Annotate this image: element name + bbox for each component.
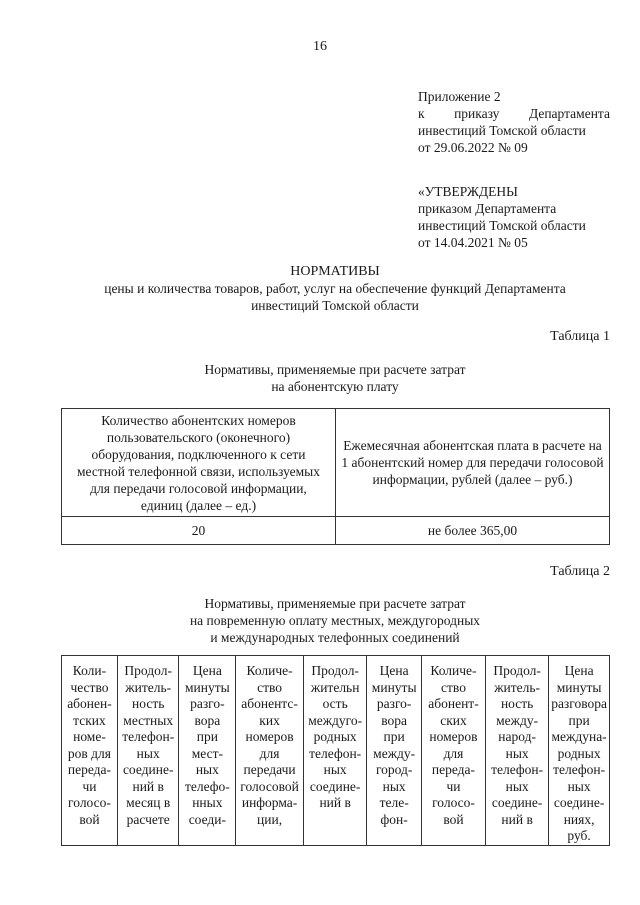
- table-row: [62, 517, 610, 545]
- table-cell-text: информа-: [241, 795, 298, 810]
- table-cell-text: ных: [505, 778, 529, 794]
- table1-caption: [60, 361, 610, 395]
- table-cell-text: жительн: [310, 679, 360, 695]
- table-cell-text: чи: [446, 778, 461, 794]
- table2-header-cell: [421, 656, 485, 846]
- table-cell-text: номеров: [429, 729, 478, 744]
- document-title: [60, 263, 610, 314]
- table2-caption-line: и международных телефонных соединений: [210, 630, 460, 645]
- appendix-block: [418, 88, 610, 156]
- table-cell-text: народ-: [498, 729, 536, 744]
- table-cell-text: для: [259, 745, 280, 761]
- table-cell-text: номе-: [73, 729, 106, 744]
- approved-line: приказом Департамента: [418, 201, 557, 216]
- table-cell-text: голосовой: [240, 778, 299, 794]
- table-cell-text: ость: [322, 696, 348, 711]
- table-cell-text: родных: [557, 745, 601, 761]
- table2-header-cell: [179, 656, 236, 846]
- table-cell-text: местной телефонной связи, используемых: [76, 463, 320, 479]
- table-cell-text: Продол-: [124, 663, 172, 678]
- table-cell-text: ских: [440, 712, 467, 728]
- table-cell-text: телефон-: [491, 762, 544, 777]
- table-cell-text: ных: [567, 778, 591, 794]
- table-cell-text: ство: [441, 679, 466, 695]
- table-cell-text: минуты: [371, 679, 417, 695]
- table-cell-text: 1 абонентский номер для передачи голосовой: [341, 455, 604, 470]
- table-cell-text: теле-: [379, 795, 409, 810]
- table-cell-text: Продол-: [493, 663, 541, 678]
- appendix-line: от 29.06.2022 № 09: [418, 140, 528, 155]
- table2-header-cell: [117, 656, 179, 846]
- table-cell-text: ность: [132, 696, 165, 711]
- table-cell-text: Цена: [192, 663, 222, 678]
- table-cell-text: Ежемесячная абонентская плата в расчете на: [343, 438, 602, 453]
- table2-caption-line: Нормативы, применяемые при расчете затрат: [204, 596, 466, 611]
- table-cell-text: ний в: [132, 778, 164, 794]
- table2: [61, 655, 610, 846]
- table2-caption: [60, 595, 610, 646]
- table-cell-text: чи: [82, 778, 97, 794]
- table-cell-text: ний в: [319, 795, 351, 810]
- table-cell-text: междуго-: [308, 712, 363, 728]
- table-cell-text: ных: [323, 762, 347, 777]
- table-cell-text: месяц в: [126, 795, 171, 810]
- table-cell-text: город-: [375, 762, 413, 777]
- table-cell-text: телефон-: [122, 729, 175, 744]
- table1-header-cell: [62, 409, 336, 517]
- table-cell-text: Количество абонентских номеров: [101, 412, 296, 428]
- table-cell-text: минуты: [184, 679, 230, 695]
- table-cell-text: телефон-: [553, 762, 606, 777]
- approved-line: инвестиций Томской области: [418, 218, 586, 233]
- table-cell-text: разго-: [190, 696, 225, 711]
- table-cell-text: голосо-: [432, 795, 475, 810]
- table-cell-text: ных: [136, 745, 160, 761]
- appendix-line: Приложение 2: [418, 89, 501, 104]
- table2-header-row: [62, 656, 610, 846]
- table-cell-text: передачи: [243, 762, 296, 777]
- table-cell-text: вора: [194, 712, 221, 728]
- table-cell-text: Количе-: [246, 663, 293, 678]
- table-cell-text: Цена: [564, 663, 594, 678]
- table2-header-cell: [62, 656, 118, 846]
- table-cell-text: голосо-: [68, 795, 111, 810]
- title-subtitle-line: инвестиций Томской области: [251, 298, 419, 313]
- table-cell-text: абонент-: [428, 696, 479, 711]
- table-cell-text: при: [196, 729, 218, 744]
- table-cell-text: единиц (далее – ед.): [140, 497, 257, 513]
- table1-cell: не более 365,00: [336, 517, 610, 545]
- table-cell-text: телефон-: [309, 745, 362, 761]
- table-cell-text: Цена: [379, 663, 409, 678]
- table-cell-text: пользовательского (оконечного): [106, 429, 291, 445]
- appendix-line: инвестиций Томской области: [418, 123, 586, 138]
- table-cell-text: вой: [79, 811, 100, 827]
- table-cell-text: Продол-: [311, 663, 359, 678]
- table-cell-text: соедине-: [553, 795, 605, 810]
- table-cell-text: информации, рублей (далее – руб.): [372, 472, 573, 487]
- approved-line: от 14.04.2021 № 05: [418, 235, 528, 250]
- table-cell-text: житель-: [125, 679, 172, 695]
- table-cell-text: переда-: [67, 762, 112, 777]
- table-cell-text: междуна-: [551, 729, 607, 744]
- appendix-word: к: [418, 106, 425, 121]
- table-cell-text: абонентс-: [241, 696, 298, 711]
- table-cell-text: ных: [505, 745, 529, 761]
- table-cell-text: Коли-: [72, 663, 107, 678]
- table-cell-text: местных: [123, 712, 174, 728]
- table-cell-text: телефо-: [184, 778, 230, 794]
- table-cell-text: для: [443, 745, 464, 761]
- table-cell-text: мест-: [191, 745, 223, 761]
- table-cell-text: ких: [259, 712, 280, 728]
- table1-caption-line: Нормативы, применяемые при расчете затрат: [204, 362, 466, 377]
- table-cell-text: между-: [373, 745, 416, 761]
- table-cell-text: минуты: [556, 679, 602, 695]
- table-cell-text: ниях, руб.: [563, 811, 595, 843]
- table1-cell: 20: [62, 517, 336, 545]
- table-cell-text: ность: [500, 696, 534, 711]
- table1-header-cell: [336, 409, 610, 517]
- table-cell-text: при: [383, 729, 405, 744]
- page-number: 16: [313, 39, 327, 54]
- table-cell-text: номеров: [245, 729, 294, 744]
- table-cell-text: для передачи голосовой информации,: [90, 480, 307, 496]
- table-cell-text: ров для: [67, 745, 111, 761]
- table-cell-text: нных: [192, 795, 223, 810]
- appendix-order-line: [418, 105, 610, 122]
- table-cell-text: абонен-: [67, 696, 112, 711]
- table1-label: Таблица 1: [550, 329, 610, 344]
- table2-header-cell: [486, 656, 549, 846]
- approved-block: [418, 183, 610, 251]
- table-cell-text: фон-: [380, 811, 408, 827]
- table-cell-text: соедине-: [122, 762, 174, 777]
- table-cell-text: соедине-: [491, 795, 543, 810]
- table2-caption-line: на повременную оплату местных, междугородных: [189, 613, 481, 628]
- table1: [61, 408, 610, 545]
- appendix-word: приказу: [454, 106, 500, 121]
- table-cell-text: чество: [70, 679, 109, 695]
- table2-header-cell: [303, 656, 367, 846]
- title-subtitle-line: цены и количества товаров, работ, услуг на обеспечение функций Департамента: [104, 281, 566, 296]
- table-cell-text: оборудования, подключенного к сети: [91, 446, 306, 462]
- table-cell-text: соедине-: [309, 778, 361, 794]
- table-cell-text: расчете: [126, 811, 170, 827]
- table-cell-text: родных: [313, 729, 357, 744]
- table-cell-text: переда-: [431, 762, 476, 777]
- table-cell-text: ство: [257, 679, 283, 695]
- table-cell-text: ных: [195, 762, 219, 777]
- table-cell-text: разговора: [551, 696, 607, 711]
- table-cell-text: ний в: [501, 811, 533, 827]
- table-cell-text: между-: [496, 712, 539, 728]
- table-cell-text: Количе-: [430, 663, 477, 678]
- table-cell-text: при: [568, 712, 590, 728]
- table2-header-cell: [236, 656, 304, 846]
- table-cell-text: ных: [382, 778, 406, 794]
- table-cell-text: вора: [381, 712, 408, 728]
- table-cell-text: соеди-: [188, 811, 226, 827]
- table-cell-text: тских: [73, 712, 106, 728]
- table-cell-text: житель-: [494, 679, 541, 695]
- title-heading: НОРМАТИВЫ: [290, 264, 380, 279]
- table2-header-cell: [549, 656, 610, 846]
- table1-header-row: [62, 409, 610, 517]
- table-cell-text: разго-: [376, 696, 412, 711]
- appendix-word: Департамента: [528, 106, 610, 121]
- table1-caption-line: на абонентскую плату: [271, 379, 399, 394]
- table-cell-text: вой: [443, 811, 464, 827]
- approved-line: «УТВЕРЖДЕНЫ: [418, 184, 518, 199]
- table2-header-cell: [367, 656, 421, 846]
- table-cell-text: ции,: [257, 811, 283, 827]
- table2-label: Таблица 2: [550, 564, 610, 579]
